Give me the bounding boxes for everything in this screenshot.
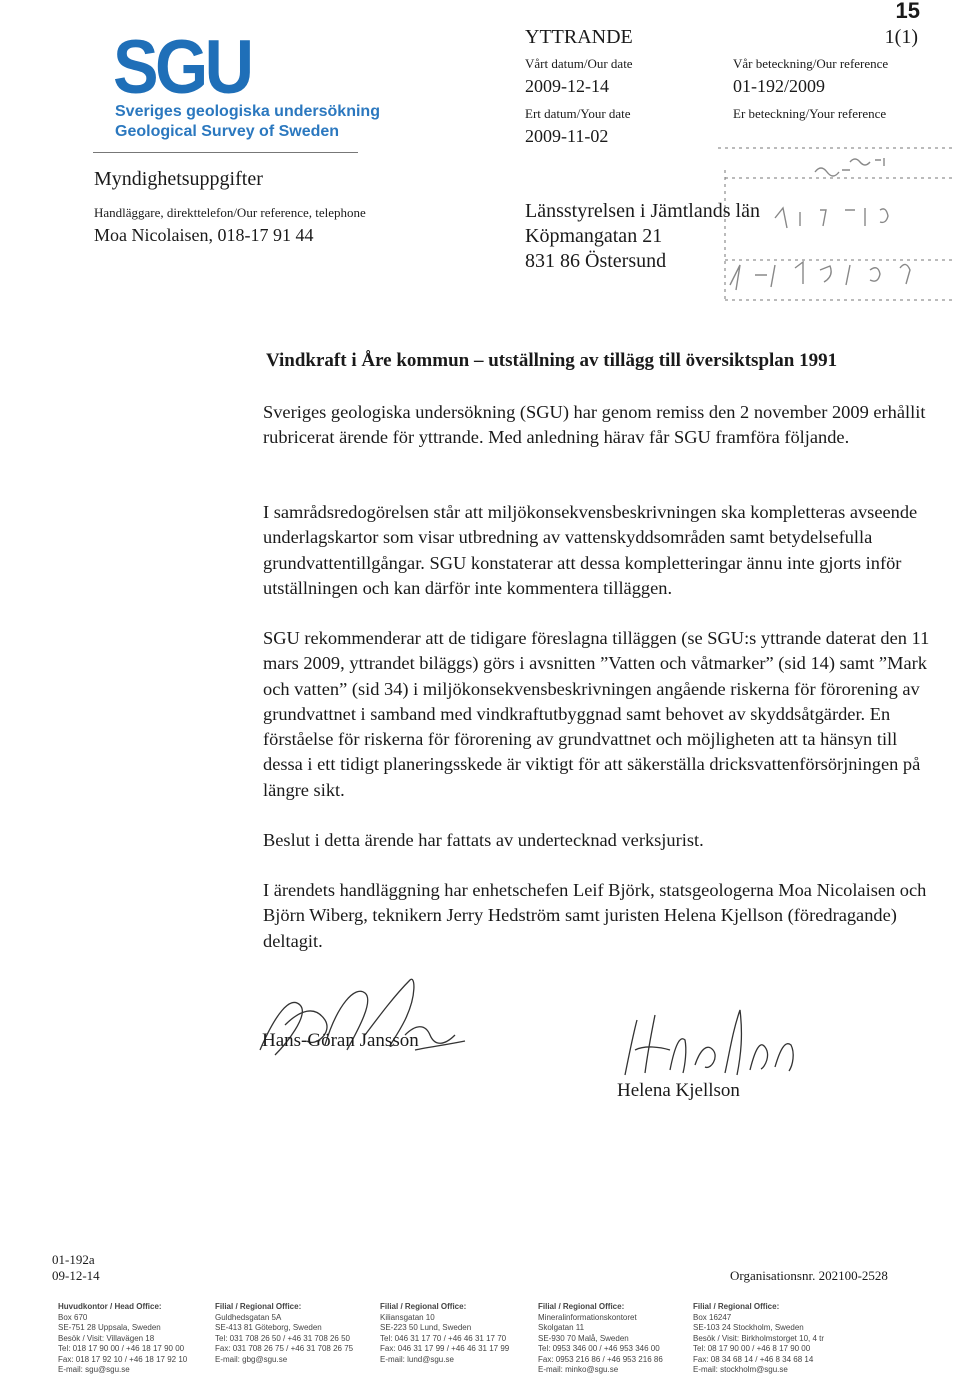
document-title: Vindkraft i Åre kommun – utställning av tillägg till översiktsplan 1991 <box>266 350 838 371</box>
your-reference-label: Er beteckning/Your reference <box>733 106 887 121</box>
page-count: 1(1) <box>884 26 918 48</box>
paragraph-5: I ärendets handläggning har enhetschefen Leif Björk, statsgeologerna Moa Nicolaisen och Björn Wiberg, teknikern Jerry Hedström samt juristen Helena Kjellson (föredragande) deltagit. <box>263 880 927 951</box>
handler-label: Handläggare, direkttelefon/Our reference, telephone <box>94 205 366 220</box>
recipient-line-1: Länsstyrelsen i Jämtlands län <box>525 200 760 222</box>
your-date-label: Ert datum/Your date <box>525 106 631 121</box>
form-date: 09-12-14 <box>52 1268 100 1283</box>
paragraph-2: I samrådsredogörelsen står att miljökonsekvensbeskrivningen ska kompletteras avseende underlagskartor som visar utbredning av vattenskyddsområden samt betydelsefulla grundvattentillgångar. SGU konstaterar att dessa kompletteringar ännu inte gjorts inför utställningen och kan därför inte kommentera tilläggen. <box>263 502 918 598</box>
paragraph-1: Sveriges geologiska undersökning (SGU) har genom remiss den 2 november 2009 erhållit rubricerat ärende för yttrande. Med anledning härav får SGU framföra följande. <box>263 402 926 448</box>
organisation-number: Organisationsnr. 202100-2528 <box>730 1268 888 1283</box>
our-date: 2009-12-14 <box>525 76 609 96</box>
paragraph-4: Beslut i detta ärende har fattats av undertecknad verksjurist. <box>263 830 704 850</box>
signatory-left-name: Hans-Göran Jansson <box>262 1030 419 1051</box>
paragraph-3: SGU rekommenderar att de tidigare föreslagna tilläggen (se SGU:s yttrande daterat den 11 mars 2009, yttrandet biläggs) görs i avsnitten ”Vatten och våtmarker” (sid 14) samt ”Mark och vatten” (sid 34) i miljökonsekvensbeskrivningen angående riskerna för förorening av grundvattnet i samband med vindkraftutbyggnad samt behovet av skyddsåtgärder. En förståelse för riskerna för förorening av grundvattnet och möjligheten att ta hänsyn till dessa i ett tidigt planeringsskede är viktigt för att säkerställa dricksvattenförsörjningen på längre sikt. <box>263 628 930 800</box>
authority-section-title: Myndighetsuppgifter <box>94 168 263 190</box>
our-reference: 01-192/2009 <box>733 76 825 96</box>
recipient-line-3: 831 86 Östersund <box>525 250 667 272</box>
footer-office-goteborg: Filial / Regional Office: Guldhedsgatan 5A SE-413 81 Göteborg, Sweden Tel: 031 708 26 50 / +46 31 708 26 50 Fax: 031 708 26 75 / +46 31 708 26 75 E-mail: gbg@sgu.se <box>215 1302 354 1364</box>
document-type: YTTRANDE <box>525 26 633 48</box>
footer-office-uppsala: Huvudkontor / Head Office: Box 670 SE-751 28 Uppsala, Sweden Besök / Visit: Villavägen 18 Tel: 018 17 90 00 / +46 18 17 90 00 Fax: 018 17 92 10 / +46 18 17 92 10 E-mail: sgu@sgu.se <box>58 1302 188 1374</box>
your-date: 2009-11-02 <box>525 126 609 146</box>
logo-subtitle-en: Geological Survey of Sweden <box>115 123 340 140</box>
logo-subtitle-sv: Sveriges geologiska undersökning <box>115 103 380 120</box>
handwritten-signature-right <box>615 995 805 1085</box>
footer-office-mala: Filial / Regional Office: Mineralinformationskontoret Skolgatan 11 SE-930 70 Malå, Sweden Tel: 0953 346 00 / +46 953 346 00 Fax: 0953 216 86 / +46 953 216 86 E-mail: minko@sgu.se <box>538 1302 663 1374</box>
handler-value: Moa Nicolaisen, 018-17 91 44 <box>94 225 314 245</box>
footer-office-lund: Filial / Regional Office: Kiliansgatan 10 SE-223 50 Lund, Sweden Tel: 046 31 17 70 / +46 46 31 17 70 Fax: 046 31 17 99 / +46 46 31 17 99 E-mail: lund@sgu.se <box>380 1302 510 1364</box>
form-code: 01-192a <box>52 1252 95 1267</box>
footer-office-stockholm: Filial / Regional Office: Box 16247 SE-103 24 Stockholm, Sweden Besök / Visit: Birkholmstorget 10, 4 tr Tel: 08 17 90 00 / +46 8 17 90 00 Fax: 08 34 68 14 / +46 8 34 68 14 E-mail: stockholm@sgu.se <box>693 1302 825 1374</box>
recipient-line-2: Köpmangatan 21 <box>525 225 663 247</box>
our-date-label: Vårt datum/Our date <box>525 56 633 71</box>
our-reference-label: Vår beteckning/Our reference <box>733 56 889 71</box>
logo-divider <box>93 152 358 153</box>
signatory-right-name: Helena Kjellson <box>617 1080 740 1101</box>
sgu-logo: SGU <box>113 25 251 110</box>
page-number: 15 <box>895 0 920 23</box>
